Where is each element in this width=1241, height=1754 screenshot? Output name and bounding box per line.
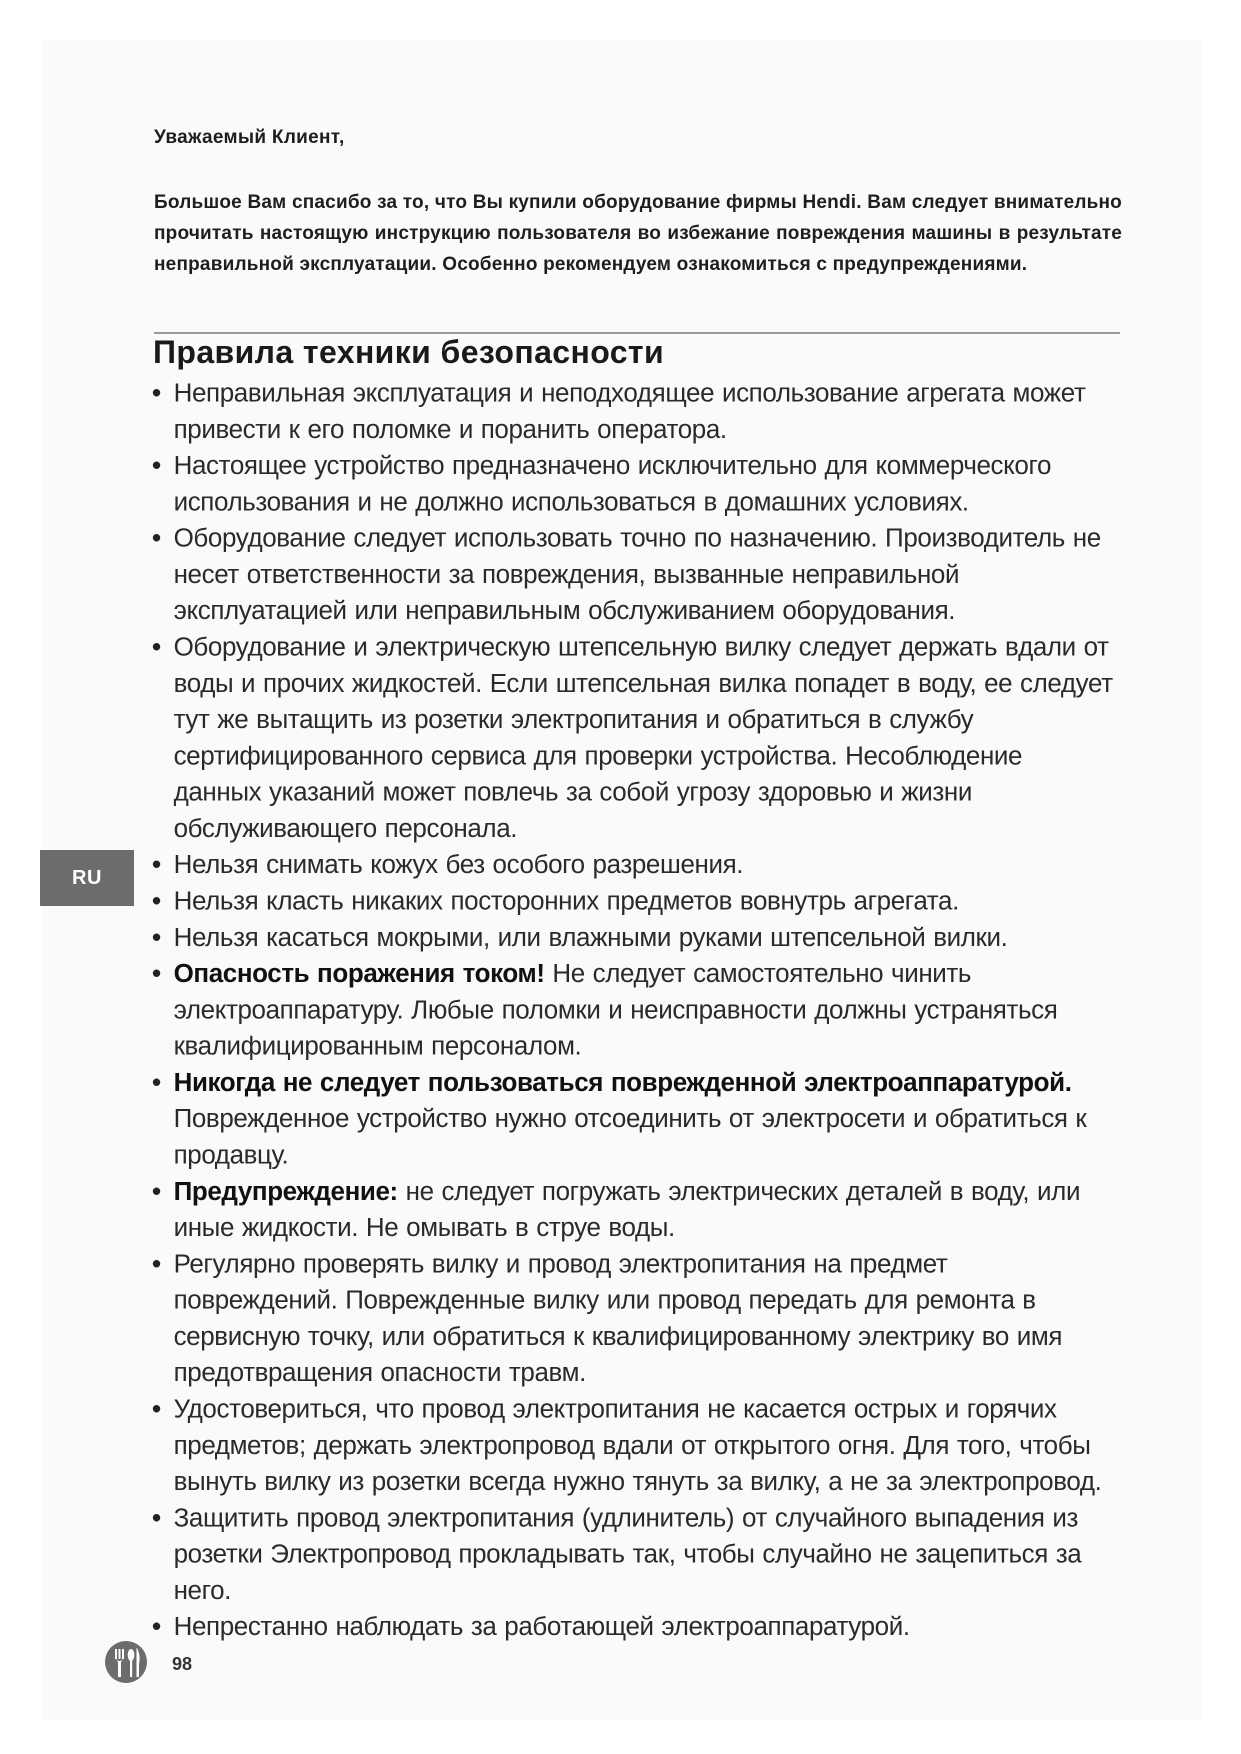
intro-paragraph: Большое Вам спасибо за то, что Вы купили оборудование фирмы Hendi. Вам следует внимательно прочитать настоящую инструкцию пользователя во избежание повреждения машины в результате неправильной эксплуатации. Особенно рекомендуем ознакомиться с предупреждениями. xyxy=(154,192,1122,275)
safety-rule: • Нельзя класть никаких посторонних предметов вовнутрь агрегата. xyxy=(152,883,1113,919)
safety-rule: • Нельзя снимать кожух без особого разрешения. xyxy=(152,847,1113,883)
section-title: Правила техники безопасности xyxy=(153,334,665,370)
safety-rule: • Удостовериться, что провод электропитания не касается острых и горячих предметов; держать электропровод вдали от открытого огня. Для того, чтобы вынуть вилку из розетки всегда нужно тянуть за вилку, а не за электропровод. xyxy=(152,1391,1113,1500)
greeting: Уважаемый Клиент, xyxy=(154,127,345,148)
safety-rule: • Оборудование и электрическую штепсельную вилку следует держать вдали от воды и прочих жидкостей. Если штепсельная вилка попадет в воду, ее следует тут же вытащить из розетки электропитания и обратиться в службу сертифицированного сервиса для проверки устройства. Несоблюдение данных указаний может повлечь за собой угрозу здоровью и жизни обслуживающего персонала. xyxy=(152,629,1113,847)
fork-spoon-knife-icon xyxy=(104,1640,148,1684)
safety-rule: • Настоящее устройство предназначено исключительно для коммерческого использования и не должно использоваться в домашних условиях. xyxy=(152,448,1113,521)
safety-rule: • Оборудование следует использовать точно по назначению. Производитель не несет ответственности за повреждения, вызванные неправильной эксплуатацией или неправильным обслуживанием оборудования. xyxy=(152,520,1113,629)
safety-rule-warning: • Предупреждение: не следует погружать электрических деталей в воду, или иные жидкости. Не омывать в струе воды. xyxy=(152,1173,1113,1246)
language-tab: RU xyxy=(40,850,134,906)
safety-rule: • Защитить провод электропитания (удлинитель) от случайного выпадения из розетки Электропровод прокладывать так, чтобы случайно не зацепиться за него. xyxy=(152,1500,1113,1609)
safety-rule-damaged-equipment: • Никогда не следует пользоваться поврежденной электроаппаратурой. Поврежденное устройство нужно отсоединить от электросети и обратиться к продавцу. xyxy=(152,1064,1113,1173)
safety-rule: • Неправильная эксплуатация и неподходящее использование агрегата может привести к его поломке и поранить оператора. xyxy=(152,375,1113,448)
safety-rule: • Нельзя касаться мокрыми, или влажными руками штепсельной вилки. xyxy=(152,919,1113,955)
page-number: 98 xyxy=(172,1654,193,1674)
safety-rules-list xyxy=(152,375,1113,1645)
safety-rule: • Регулярно проверять вилку и провод электропитания на предмет повреждений. Поврежденные вилку или провод передать для ремонта в сервисную точку, или обратиться к квалифицированному электрику во имя предотвращения опасности травм. xyxy=(152,1246,1113,1391)
safety-rule-electric-shock: • Опасность поражения током! Не следует самостоятельно чинить электроаппаратуру. Любые поломки и неисправности должны устраняться квалифицированным персоналом. xyxy=(152,956,1113,1065)
safety-rule: • Непрестанно наблюдать за работающей электроаппаратурой. xyxy=(152,1609,1113,1645)
